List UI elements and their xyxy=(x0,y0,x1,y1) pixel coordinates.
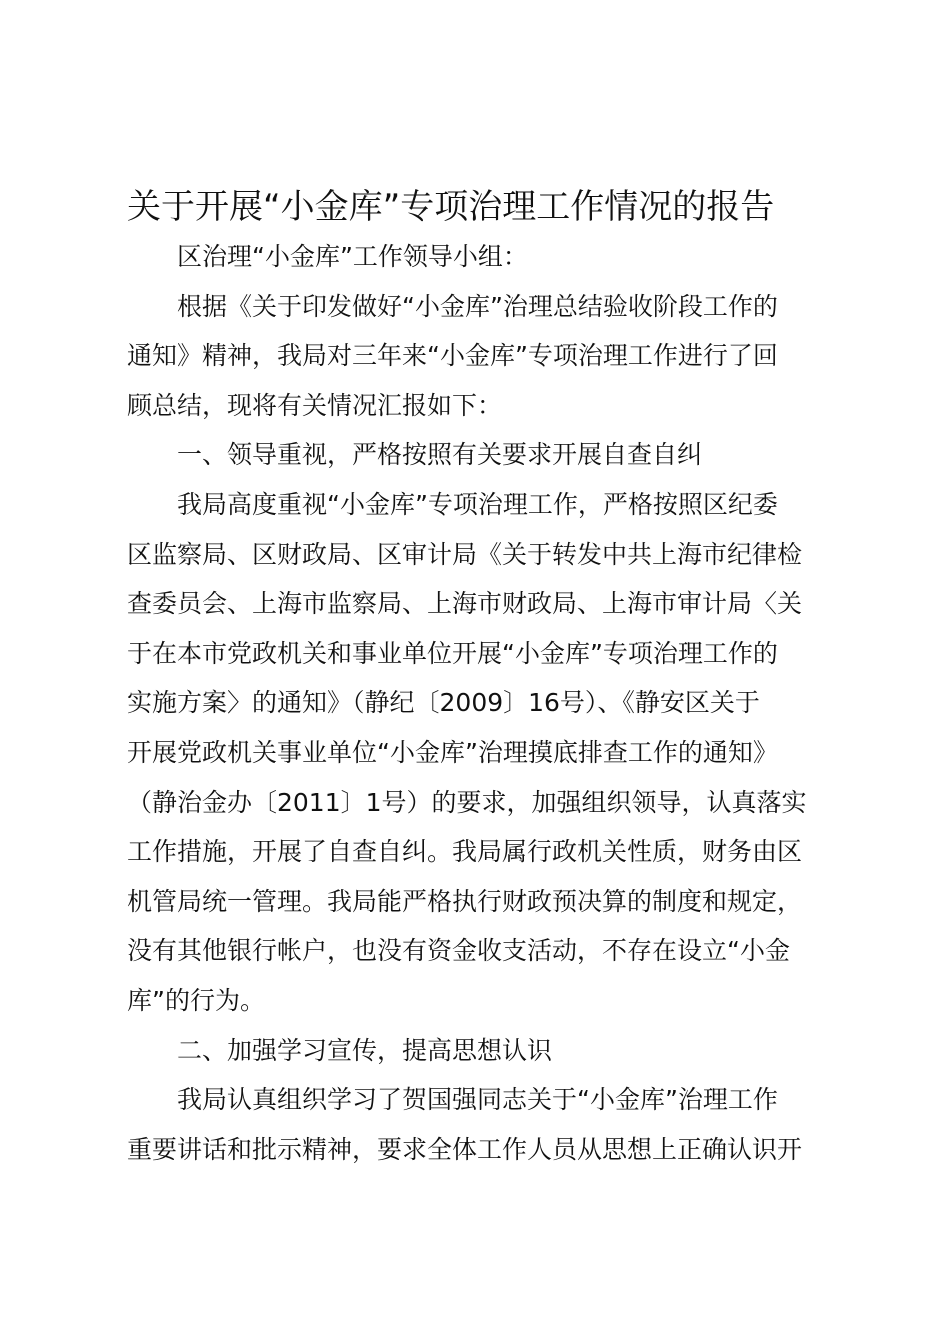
text-line: 我局高度重视“小金库”专项治理工作，严格按照区纪委 xyxy=(177,489,778,519)
text-line: 库”的行为。 xyxy=(127,985,265,1015)
text-line: 没有其他银行帐户，也没有资金收支活动，不存在设立“小金 xyxy=(127,936,790,966)
text-line: 实施方案〉的通知》（静纪〔2009〕16号）、《静安区关于 xyxy=(127,688,760,718)
text-line: 根据《关于印发做好“小金库”治理总结验收阶段工作的 xyxy=(177,291,778,321)
text-line: 查委员会、上海市监察局、上海市财政局、上海市审计局〈关 xyxy=(127,589,803,619)
text-line: 开展党政机关事业单位“小金库”治理摸底排查工作的通知》 xyxy=(127,737,778,767)
text-line: 机管局统一管理。我局能严格执行财政预决算的制度和规定， xyxy=(127,886,803,916)
text-line: 重要讲话和批示精神，要求全体工作人员从思想上正确认识开 xyxy=(127,1134,803,1164)
document-body xyxy=(127,232,832,1174)
text-line: 我局认真组织学习了贺国强同志关于“小金库”治理工作 xyxy=(177,1085,778,1115)
text-line: 工作措施，开展了自查自纠。我局属行政机关性质，财务由区 xyxy=(127,837,803,867)
text-line: 区治理“小金库”工作领导小组： xyxy=(177,242,528,271)
text-line: 通知》精神，我局对三年来“小金库”专项治理工作进行了回 xyxy=(127,341,778,371)
text-line: （静治金办〔2011〕1号）的要求，加强组织领导，认真落实 xyxy=(127,787,807,817)
text-line: 于在本市党政机关和事业单位开展“小金库”专项治理工作的 xyxy=(127,638,778,668)
text-line: 一、领导重视，严格按照有关要求开展自查自纠 xyxy=(177,440,703,470)
text-line: 二、加强学习宣传，提高思想认识 xyxy=(177,1035,553,1065)
text-line: 顾总结，现将有关情况汇报如下： xyxy=(127,390,503,420)
text-line: 区监察局、区财政局、区审计局《关于转发中共上海市纪律检 xyxy=(127,539,803,569)
document-title: 关于开展“小金库”专项治理工作情况的报告 xyxy=(127,187,775,227)
